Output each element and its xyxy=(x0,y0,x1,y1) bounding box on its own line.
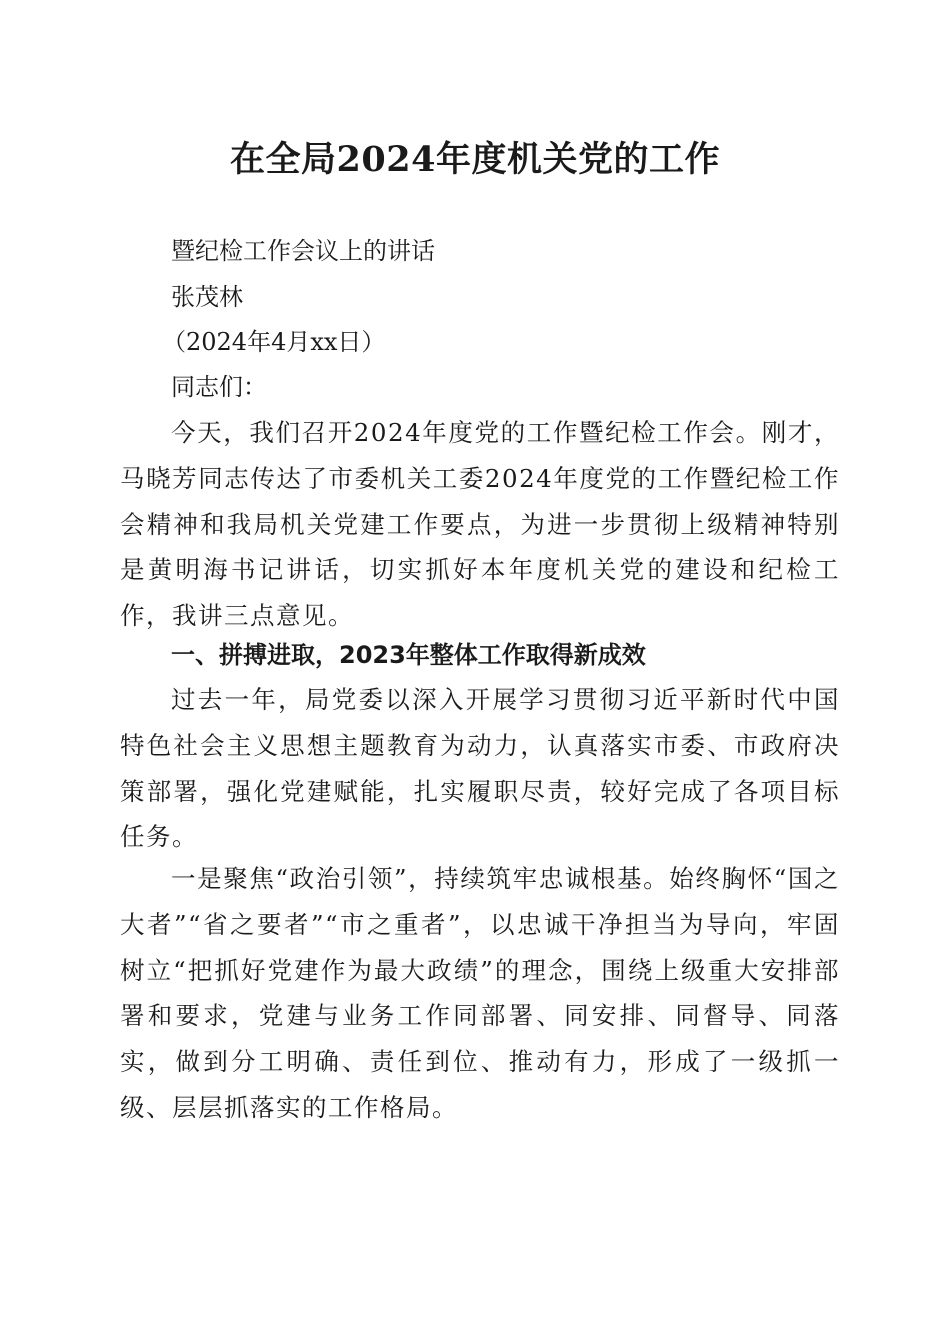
paragraph-body-text: 始终胸怀“国之大者”“省之要者”“市之重者”，以忠诚干净担当为导向，牢固树立“把抓好党建作为最大政绩”的理念，围绕上级重大安排部署和要求，党建与业务工作同部署、同安排、同督导、同落实，做到分工明确、责任到位、推动有力，形成了一级抓一级、层层抓落实的工作格局。 xyxy=(120,864,840,1122)
paragraph-review: 过去一年，局党委以深入开展学习贯彻习近平新时代中国特色社会主义思想主题教育为动力，认真落实市委、市政府决策部署，强化党建赋能，扎实履职尽责，较好完成了各项目标任务。 xyxy=(120,685,840,852)
paragraph-intro: 今天，我们召开2024年度党的工作暨纪检工作会。刚才，马晓芳同志传达了市委机关工委2024年度党的工作暨纪检工作会精神和我局机关党建工作要点，为进一步贯彻上级精神特别是黄明海书记讲话，切实抓好本年度机关党的建设和纪检工作，我讲三点意见。 xyxy=(120,418,840,631)
speaker-name: 张茂林 xyxy=(171,283,243,311)
section-heading-1: 一、拼搏进取，2023年整体工作取得新成效 xyxy=(171,641,646,669)
paragraph-political-guidance xyxy=(120,856,840,1131)
salutation: 同志们： xyxy=(171,373,267,401)
document-title: 在全局2024年度机关党的工作 xyxy=(230,139,720,180)
speech-date: （2024年4月xx日） xyxy=(162,328,386,356)
paragraph-lead-sentence: 一是聚焦“政治引领”，持续筑牢忠诚根基。 xyxy=(171,864,670,893)
document-subtitle: 暨纪检工作会议上的讲话 xyxy=(171,237,435,265)
